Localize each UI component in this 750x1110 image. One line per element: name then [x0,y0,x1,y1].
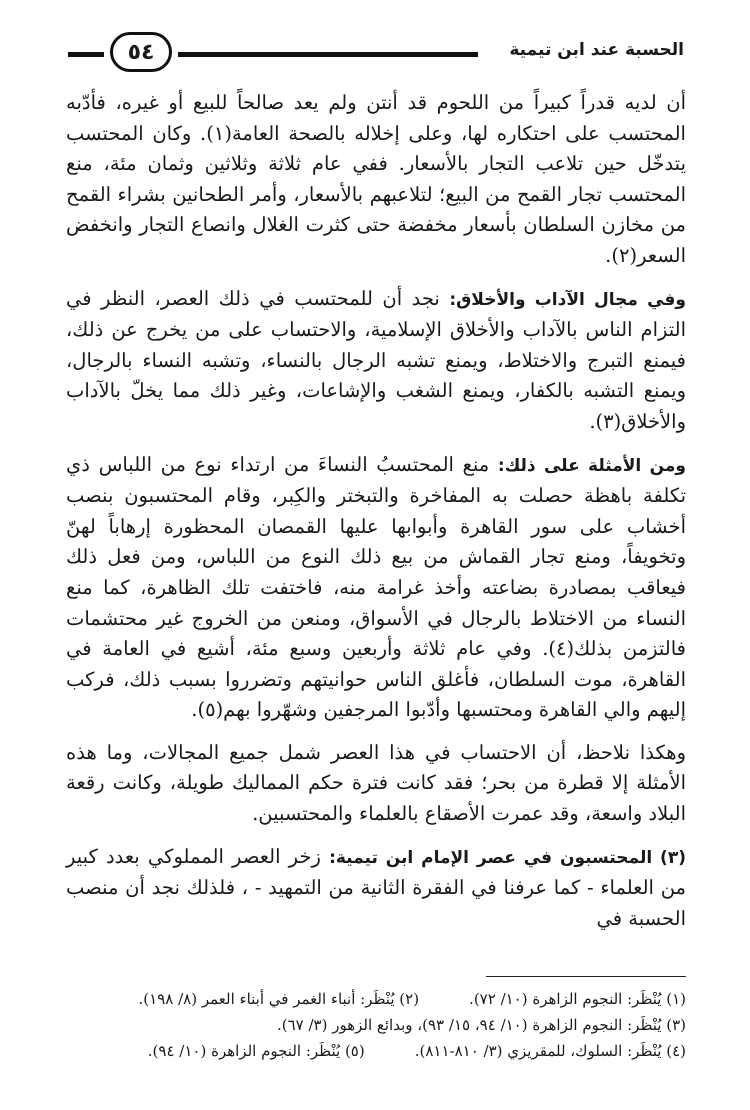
running-header [66,30,684,76]
paragraph-text: نجد أن للمحتسب في ذلك العصر، النظر في التزام الناس بالآداب والأخلاق الإسلامية، والاحتساب على من يخرج عن ذلك، فيمنع التبرج والاختلاط، ويمنع تشبه الرجال بالنساء، وتشبه النساء بالرجال، ويمنع التشبه بالكفار، ويمنع الشغب والإشاعات، وغير ذلك مما يخلّ بالآداب والأخلاق(٣). [66,286,686,433]
paragraph-text: وهكذا نلاحظ، أن الاحتساب في هذا العصر شمل جميع المجالات، وما هذه الأمثلة إلا قطرة من بحر؛ فقد كانت فترة حكم المماليك طويلة، وكانت رقعة البلاد واسعة، وقد عمرت الأصقاع بالعلماء والمحتسبين. [66,740,686,826]
page-number-badge [110,32,172,72]
paragraph [66,450,686,726]
footnote-line [66,986,686,1012]
paragraph [66,842,686,935]
footnote: (١) يُنْظَر: النجوم الزاهرة (١٠/ ٧٢). [469,990,686,1008]
paragraph-text: أن لديه قدراً كبيراً من اللحوم قد أنتن ولم يعد صالحاً للبيع أو غيره، فأدّبه المحتسب على احتكاره لها، وعلى إخلاله بالصحة العامة(١). وكان المحتسب يتدخّل حين تلاعب التجار بالأسعار. ففي عام ثلاثة وثلاثين وثمان مئة، منع المحتسب تجار القمح من البيع؛ لتلاعبهم بالأسعار، وأمر الطحانين بشراء القمح من مخازن السلطان بأسعار مخفضة حتى كثرت الغلال وانصاع التجار وانخفض السعر(٢). [66,91,686,267]
footnote-line [66,1012,686,1038]
footnote: (٣) يُنْظَر: النجوم الزاهرة (١٠/ ٩٤، ١٥/ ٩٣)، وبدائع الزهور (٣/ ٦٧). [276,1016,686,1034]
header-rule [178,52,478,57]
footnote: (٤) يُنْظَر: السلوك، للمقريزي (٣/ ٨١٠-٨١١). [414,1042,686,1060]
running-title: الحسبة عند ابن تيمية [509,40,684,60]
page-number: ٥٤ [127,39,155,65]
paragraph-text: منع المحتسبُ النساءَ من ارتداء نوع من اللباس ذي تكلفة باهظة حصلت به المفاخرة والتبختر والكِبر، وقام المحتسبون بنصب أخشاب على سور القاهرة وأبوابها عليها القمصان المحظورة إرهاباً لهنّ وتخويفاً، ومنع تجار القماش من بيع ذلك النوع من اللباس، ومن فعل ذلك فيعاقب بمصادرة بضاعته وأخذ غرامة منه، فاختفت تلك الظاهرة، كما منع النساء من الاختلاط بالرجال في الأسواق، ومنعن من الخروج غير محتشمات فالتزمن بذلك(٤). وفي عام ثلاثة وأربعين وسبع مئة، أشيع في العامة في القاهرة، موت السلطان، فأغلق الناس حوانيتهم وتضرروا بسبب ذلك، فركب إليهم والي القاهرة ومحتسبها وأدّبوا المرجفين وشهّروا بهم(٥). [66,452,686,722]
paragraph-lead: ومن الأمثلة على ذلك: [497,455,686,476]
paragraph-lead: وفي مجال الآداب والأخلاق: [449,289,686,310]
footnotes [66,986,686,1064]
header-rule-end [68,52,104,57]
paragraph [66,738,686,830]
section-heading: (٣) المحتسبون في عصر الإمام ابن تيمية: [329,847,686,868]
main-text [66,88,686,946]
paragraph [66,88,686,272]
paragraph-text: زخر العصر المملوكي بعدد كبير من العلماء - كما عرفنا في الفقرة الثانية من التمهيد - ، فلذلك نجد أن منصب الحسبة في [66,844,686,930]
paragraph [66,284,686,438]
footnote-separator [486,976,686,977]
footnote: (٢) يُنْظَر: أنباء الغمر في أبناء العمر (٨/ ١٩٨). [138,990,420,1008]
footnote-line [66,1038,686,1064]
footnote: (٥) يُنْظَر: النجوم الزاهرة (١٠/ ٩٤). [147,1042,365,1060]
